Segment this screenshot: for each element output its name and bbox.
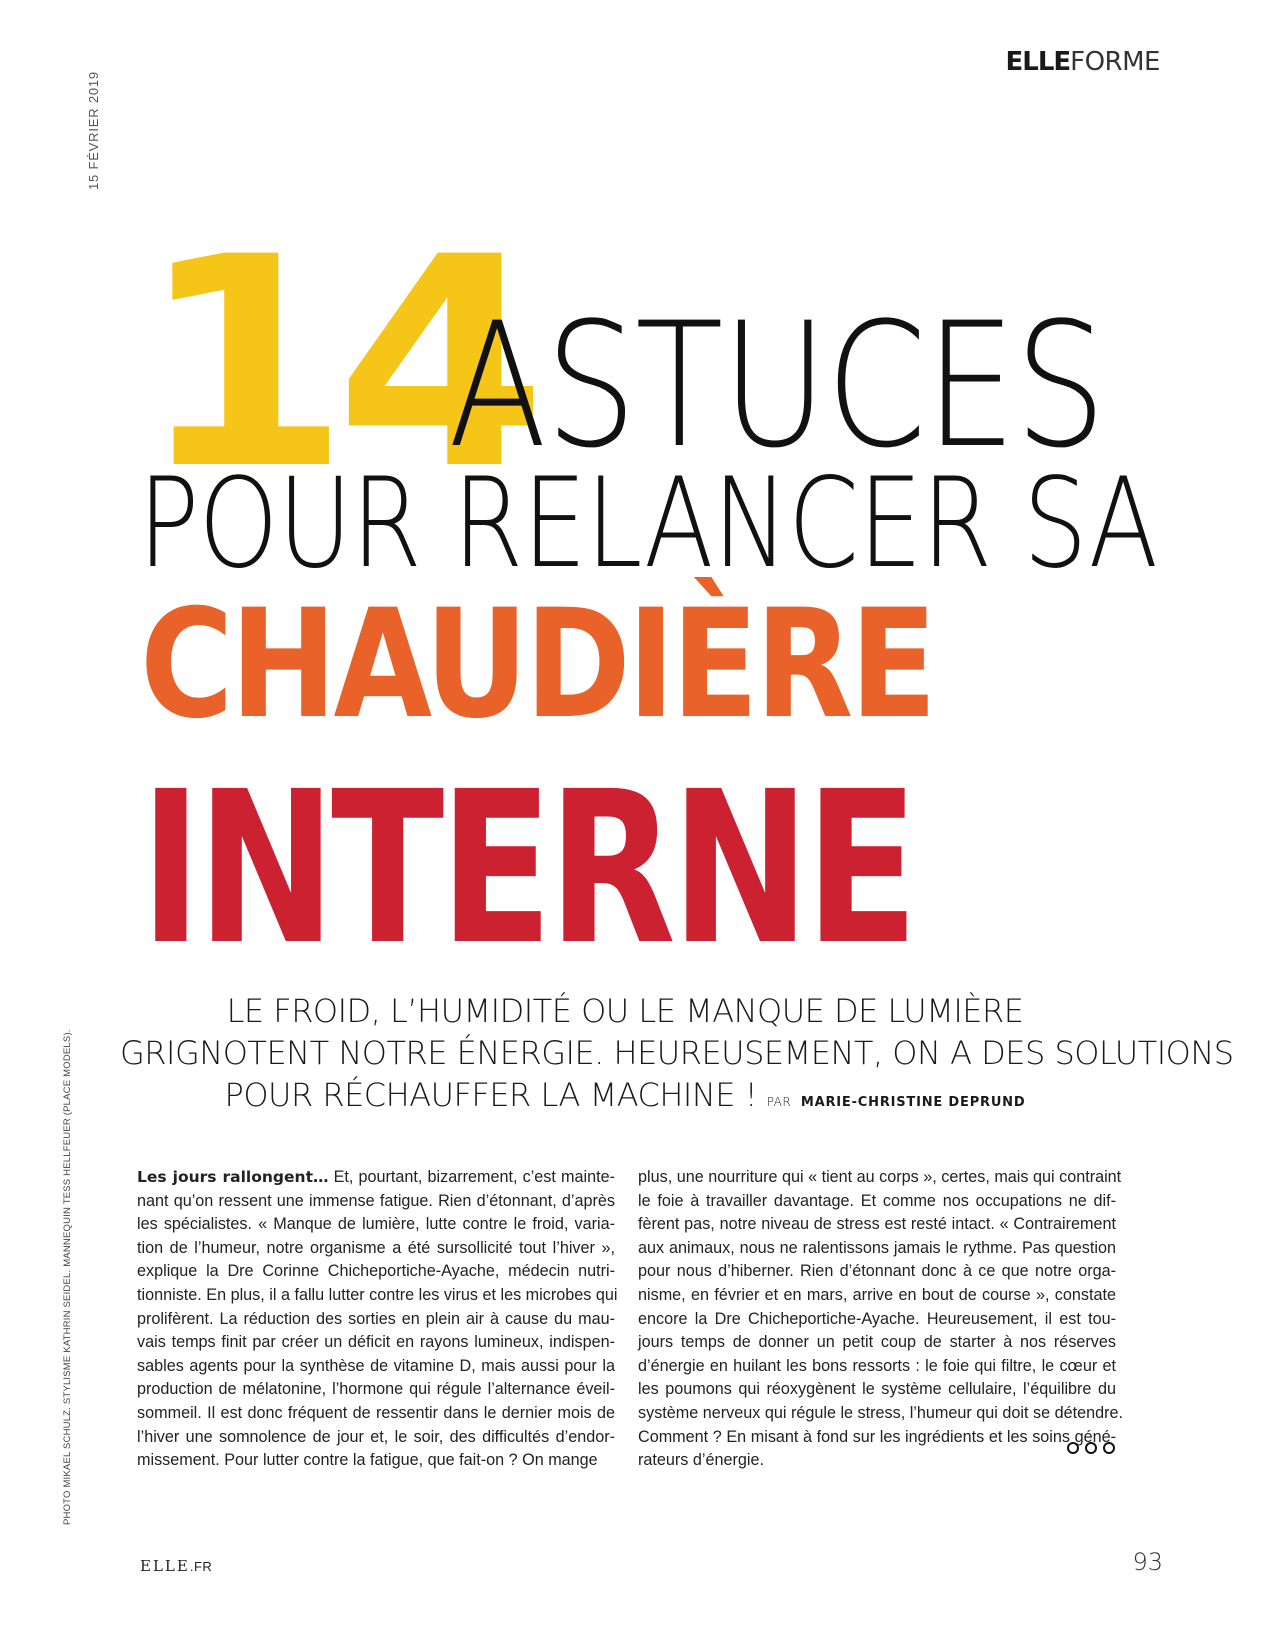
body-line: sables agents pour la synthèse de vitamine D, mais aussi pour la [137,1356,615,1375]
body-line: les spécialistes. « Manque de lumière, lutte contre le froid, varia- [137,1215,615,1234]
body-line [137,1166,615,1190]
lead-in: Les jours rallongent… [137,1168,329,1186]
body-line: les poumons qui réoxygènent le système cellulaire, l’équilibre du [638,1380,1116,1399]
body-line: d’énergie en huilant les bons ressorts : le foie qui filtre, le cœur et [638,1356,1116,1375]
body-line: tion de l’humeur, notre organisme a été sursollicité tout l’hiver », [137,1238,615,1257]
body-line: jours temps de donner un petit coup de starter à nos réserves [638,1333,1116,1352]
circle-icon [1067,1442,1079,1454]
circle-icon [1103,1442,1115,1454]
deck-line-1: LE FROID, L’HUMIDITÉ OU LE MANQUE DE LUMIÈRE [226,992,1024,1030]
body-line: explique la Dre Corinne Chicheportiche-Ayache, médecin nutri- [137,1262,615,1281]
body-line: sommeil. Il est donc fréquent de ressentir dans le dernier mois de [137,1403,615,1422]
headline-line-2: POUR RELANCER SA [138,452,1158,596]
section-label: FORME [1070,47,1160,77]
body-line: vais temps finit par créer un déficit en rayons lumineux, indispen- [137,1333,615,1352]
circle-icon [1085,1442,1097,1454]
deck-line-3-text: POUR RÉCHAUFFER LA MACHINE ! [224,1076,758,1115]
body-line: encore la Dre Chicheportiche-Ayache. Heureusement, il est tou- [638,1309,1116,1328]
body-line: l’hiver une somnolence de jour et, le soir, des difficultés d’endor- [137,1427,615,1446]
body-line: nant qu’on ressent une immense fatigue. Rien d’étonnant, d’après [137,1191,615,1210]
issue-date: 15 FÉVRIER 2019 [86,71,101,190]
footer-brand-name: ELLE [140,1557,190,1575]
body-line: le foie à travailler davantage. Et comme nos occupations ne dif- [638,1191,1116,1210]
body-line: plus, une nourriture qui « tient au corps », certes, mais qui contraint [638,1168,1122,1186]
body-line: prolifèrent. La réduction des sorties en plein air à cause du mau- [137,1309,615,1328]
body-line: pour nous d’hiberner. Rien d’étonnant donc à ce que notre orga- [638,1262,1116,1281]
body-column-left [137,1166,618,1473]
page-number: 93 [1132,1548,1163,1576]
body-line: nisme, en février et en mars, arrive en bout de course », constate [638,1285,1116,1304]
body-line: tionniste. En plus, il a fallu lutter contre les virus et les microbes qui [137,1285,618,1304]
body-line: production de mélatonine, l’hormone qui régule l’alternance éveil- [137,1380,615,1399]
body-line: fèrent pas, notre niveau de stress est resté intact. « Contrairement [638,1215,1116,1234]
headline-word-astuces: ASTUCES [448,285,1105,486]
body-column-right [638,1166,1123,1473]
footer-brand-tld: .FR [189,1559,213,1574]
brand-logo: ELLE [1005,47,1071,77]
photo-credit: PHOTO MIKAEL SCHULZ. STYLISME KATHRIN SEIDEL. MANNEQUIN TESS HELLFEUER (PLACE MODELS). [62,1029,73,1525]
body-line-text: Et, pourtant, bizarrement, c’est mainte- [328,1168,615,1186]
headline-line-4: INTERNE [140,746,914,991]
body-line: missement. Pour lutter contre la fatigue, que fait-on ? On mange [137,1451,598,1470]
deck [120,990,1234,1117]
byline-author: MARIE-CHRISTINE DEPRUND [800,1095,1026,1111]
footer-brand [140,1557,212,1575]
body-line: rateurs d’énergie. [638,1451,764,1470]
headline-line-3: CHAUDIÈRE [140,578,934,752]
byline-prefix: PAR [766,1095,792,1110]
headline-number: 14 [138,196,533,533]
body-line: système nerveux qui régule le stress, l’humeur qui doit se détendre. [638,1403,1123,1422]
end-of-article-mark [1067,1442,1115,1454]
body-line: Comment ? En misant à fond sur les ingrédients et les soins géné- [638,1427,1116,1446]
deck-line-2: GRIGNOTENT NOTRE ÉNERGIE. HEUREUSEMENT, ON A DES SOLUTIONS [120,1034,1234,1073]
deck-line-3 [120,1074,1130,1116]
body-line: aux animaux, nous ne ralentissons jamais le rythme. Pas question [638,1238,1116,1257]
section-tag [1005,47,1160,77]
